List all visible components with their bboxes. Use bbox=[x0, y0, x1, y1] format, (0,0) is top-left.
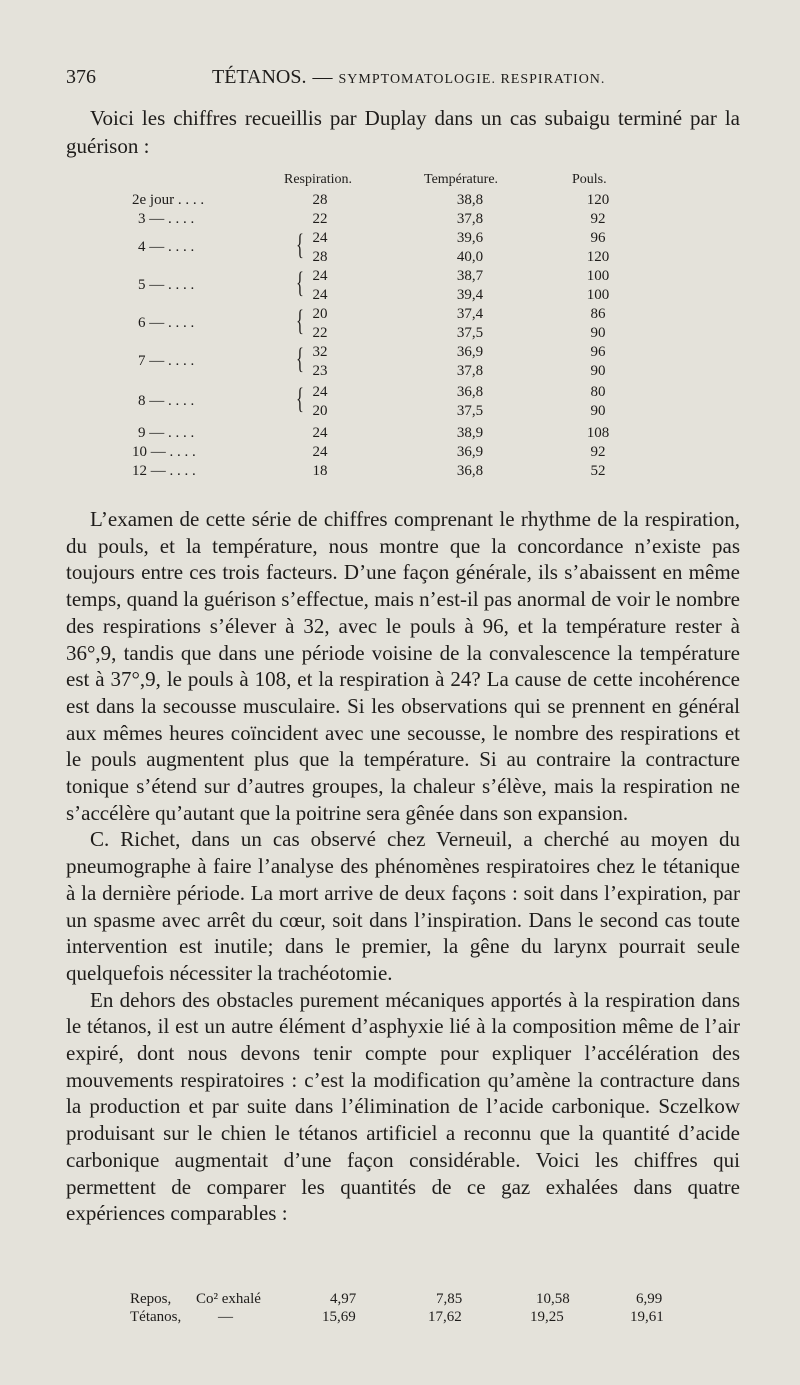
co2-row-sub: Co² exhalé bbox=[196, 1291, 261, 1307]
row-group-brace: { bbox=[296, 228, 304, 261]
cell-respiration: 24 bbox=[312, 444, 328, 460]
cell-pouls: 96 bbox=[590, 230, 606, 246]
row-day-label: 8 — . . . . bbox=[138, 393, 195, 409]
row-day-label: 4 — . . . . bbox=[138, 239, 195, 255]
cell-temperature: 37,5 bbox=[456, 325, 484, 341]
row-day-label: 7 — . . . . bbox=[138, 353, 195, 369]
row-day-label: 12 — . . . . bbox=[132, 463, 196, 479]
intro-paragraph: Voici les chiffres recueillis par Duplay dans un cas subaigu terminé par la guérison : bbox=[66, 106, 740, 158]
paragraph: L’examen de cette série de chiffres comprenant le rhythme de la respiration, du pouls, et la température, nous montre que la concordance n’existe pas toujours entre ces trois facteurs. D’une façon générale, ils s’abaissent en même temps, quand la guérison s’effectue, mais n’est-il pas anormal de voir le nombre des respirations s’élever à 32, avec le pouls à 96, et la température rester à 36°,9, tandis que dans une période voisine de la convalescence la température est à 37°,9, le pouls à 108, et la respiration à 24? La cause de cette incohérence est dans la secousse musculaire. Si les observations qui se prennent en général aux mêmes heures coïncident avec une secousse, le nombre des respirations et le pouls augmentent plus que la température. Si au contraire la contracture tonique s’étend sur d’autres groupes, la chaleur s’élève, mais la respiration ne s’accélère qu’autant que la poitrine sera gênée dans son expansion. bbox=[66, 507, 740, 825]
row-day-label: 5 — . . . . bbox=[138, 277, 195, 293]
row-day-label: 3 — . . . . bbox=[138, 211, 195, 227]
cell-temperature: 39,4 bbox=[456, 287, 484, 303]
chapter-title: TÉTANOS. bbox=[212, 66, 307, 88]
paragraph: C. Richet, dans un cas observé chez Verneuil, a cherché au moyen du pneumographe à faire l’analyse des phénomènes respiratoires chez le tétanique à la dernière période. La mort arrive de deux façons : soit dans l’expiration, par un spasme avec arrêt du cœur, soit dans l’inspiration. Dans le second cas toute intervention est inutile; dans le premier, la gêne du larynx pourrait seule quelquefois nécessiter la trachéotomie. bbox=[66, 827, 740, 985]
title-dash: — bbox=[312, 66, 333, 88]
cell-respiration: 20 bbox=[312, 403, 328, 419]
column-header-respiration: Respiration. bbox=[284, 172, 353, 187]
row-group-brace: { bbox=[296, 266, 304, 299]
cell-temperature: 39,6 bbox=[456, 230, 484, 246]
cell-respiration: 32 bbox=[312, 344, 328, 360]
cell-pouls: 120 bbox=[586, 192, 610, 208]
co2-value: 19,25 bbox=[530, 1309, 564, 1325]
co2-row-label: Tétanos, bbox=[130, 1309, 182, 1325]
section-title: SYMPTOMATOLOGIE. RESPIRATION. bbox=[338, 72, 606, 87]
co2-value: 4,97 bbox=[330, 1291, 357, 1307]
paragraph: En dehors des obstacles purement mécaniques apportés à la respiration dans le tétanos, il est un autre élément d’asphyxie lié à la composition même de l’air expiré, dont nous devons tenir compte pour expliquer l’accélération des mouvements respiratoires : c’est la modification qu’amène la contracture dans la production et par suite dans l’élimination de l’acide carbonique. Sczelkow produisant sur le chien le tétanos artificiel a reconnu que la quantité d’acide carbonique augmentait d’une façon considérable. Voici les chiffres qui permettent de comparer les quantités de ce gaz exhalées dans quatre expériences comparables : bbox=[66, 987, 740, 1226]
co2-value: 10,58 bbox=[536, 1291, 570, 1307]
cell-temperature: 37,5 bbox=[456, 403, 484, 419]
row-day-label: 10 — . . . . bbox=[132, 444, 196, 460]
cell-pouls: 96 bbox=[590, 344, 606, 360]
cell-temperature: 36,9 bbox=[456, 444, 484, 460]
cell-temperature: 37,4 bbox=[456, 306, 484, 322]
co2-value: 7,85 bbox=[436, 1291, 463, 1307]
cell-temperature: 40,0 bbox=[456, 249, 484, 265]
cell-pouls: 52 bbox=[590, 463, 606, 479]
cell-temperature: 37,8 bbox=[456, 211, 484, 227]
cell-respiration: 20 bbox=[312, 306, 328, 322]
cell-pouls: 108 bbox=[586, 425, 610, 441]
row-day-label: 6 — . . . . bbox=[138, 315, 195, 331]
row-group-brace: { bbox=[296, 342, 304, 375]
column-header-temperature: Température. bbox=[424, 172, 499, 187]
cell-temperature: 38,7 bbox=[456, 268, 484, 284]
cell-pouls: 90 bbox=[590, 325, 606, 341]
page-number: 376 bbox=[66, 66, 96, 88]
cell-temperature: 37,8 bbox=[456, 363, 484, 379]
cell-pouls: 90 bbox=[590, 403, 606, 419]
co2-value: 17,62 bbox=[428, 1309, 462, 1325]
cell-temperature: 38,8 bbox=[456, 192, 484, 208]
cell-pouls: 100 bbox=[586, 287, 610, 303]
cell-respiration: 24 bbox=[312, 425, 328, 441]
cell-respiration: 24 bbox=[312, 384, 328, 400]
co2-value: 15,69 bbox=[322, 1309, 356, 1325]
column-header-pouls: Pouls. bbox=[572, 172, 607, 187]
row-day-label: 2e jour . . . . bbox=[132, 192, 205, 208]
cell-pouls: 86 bbox=[590, 306, 606, 322]
cell-pouls: 100 bbox=[586, 268, 610, 284]
cell-pouls: 90 bbox=[590, 363, 606, 379]
cell-pouls: 120 bbox=[586, 249, 610, 265]
co2-value: 6,99 bbox=[636, 1291, 663, 1307]
cell-temperature: 36,8 bbox=[456, 384, 484, 400]
row-group-brace: { bbox=[296, 382, 304, 415]
cell-respiration: 24 bbox=[312, 230, 328, 246]
cell-respiration: 28 bbox=[312, 192, 328, 208]
cell-respiration: 18 bbox=[312, 463, 328, 479]
co2-row-sub: — bbox=[218, 1309, 233, 1325]
cell-temperature: 36,9 bbox=[456, 344, 484, 360]
cell-respiration: 24 bbox=[312, 268, 328, 284]
cell-temperature: 38,9 bbox=[456, 425, 484, 441]
cell-respiration: 22 bbox=[312, 325, 328, 341]
co2-value: 19,61 bbox=[630, 1309, 664, 1325]
cell-pouls: 92 bbox=[590, 211, 606, 227]
row-group-brace: { bbox=[296, 304, 304, 337]
cell-pouls: 80 bbox=[590, 384, 606, 400]
cell-respiration: 24 bbox=[312, 287, 328, 303]
cell-respiration: 22 bbox=[312, 211, 328, 227]
cell-pouls: 92 bbox=[590, 444, 606, 460]
cell-temperature: 36,8 bbox=[456, 463, 484, 479]
cell-respiration: 28 bbox=[312, 249, 328, 265]
row-day-label: 9 — . . . . bbox=[138, 425, 195, 441]
cell-respiration: 23 bbox=[312, 363, 328, 379]
co2-row-label: Repos, bbox=[130, 1291, 172, 1307]
